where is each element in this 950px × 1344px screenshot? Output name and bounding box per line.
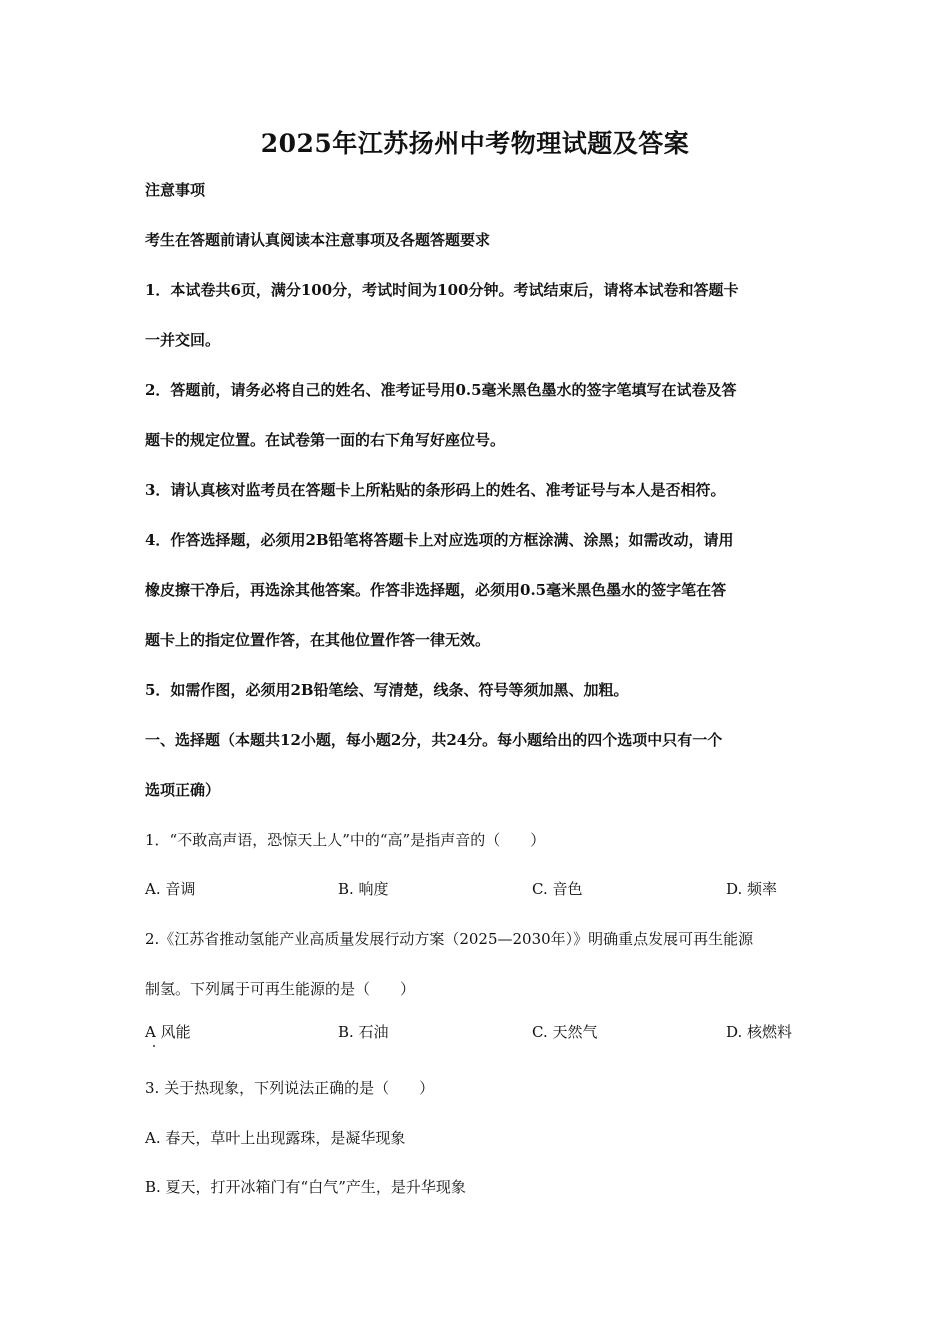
- question-2-option-a: A 风能: [145, 1023, 191, 1041]
- notice-intro: 考生在答题前请认真阅读本注意事项及各题答题要求: [145, 231, 491, 249]
- rule-line: 题卡的规定位置。在试卷第一面的右下角写好座位号。: [145, 431, 506, 449]
- section-heading: 选项正确）: [145, 781, 221, 799]
- question-3-stem: 3. 关于热现象，下列说法正确的是（ ）: [145, 1079, 435, 1097]
- question-2-stem: 2.《江苏省推动氢能产业高质量发展行动方案（2025—2030年）》明确重点发展可再生能源: [145, 930, 754, 948]
- question-1-stem: 1．“不敢高声语，恐惊天上人”中的“高”是指声音的（ ）: [145, 831, 546, 849]
- section-heading: 一、选择题（本题共12小题，每小题2分，共24分。每小题给出的四个选项中只有一个: [145, 731, 723, 749]
- question-1-option-d: D. 频率: [726, 880, 778, 898]
- question-3-option-a: A. 春天，草叶上出现露珠，是凝华现象: [145, 1129, 406, 1147]
- question-1-option-b: B. 响度: [338, 880, 389, 898]
- rule-line: 一并交回。: [145, 331, 221, 349]
- question-2-option-b: B. 石油: [338, 1023, 389, 1041]
- rule-line: 1．本试卷共6页，满分100分，考试时间为100分钟。考试结束后，请将本试卷和答题卡: [145, 281, 739, 299]
- question-2-stem: 制氢。下列属于可再生能源的是（ ）: [145, 980, 416, 998]
- notice-heading: 注意事项: [145, 181, 206, 199]
- dot-mark: [153, 1045, 155, 1047]
- rule-line: 3．请认真核对监考员在答题卡上所粘贴的条形码上的姓名、准考证号与本人是否相符。: [145, 481, 726, 499]
- question-1-option-c: C. 音色: [532, 880, 583, 898]
- rule-line: 题卡上的指定位置作答，在其他位置作答一律无效。: [145, 631, 491, 649]
- question-3-option-b: B. 夏天，打开冰箱门有“白气”产生，是升华现象: [145, 1178, 466, 1196]
- rule-line: 4．作答选择题，必须用2B铅笔将答题卡上对应选项的方框涂满、涂黑；如需改动，请用: [145, 531, 734, 549]
- page-title: 2025年江苏扬州中考物理试题及答案: [260, 129, 690, 158]
- rule-line: 橡皮擦干净后，再选涂其他答案。作答非选择题，必须用0.5毫米黑色墨水的签字笔在答: [145, 581, 727, 599]
- question-2-option-c: C. 天然气: [532, 1023, 598, 1041]
- question-1-option-a: A. 音调: [145, 880, 196, 898]
- question-2-option-d: D. 核燃料: [726, 1023, 793, 1041]
- rule-line: 5．如需作图，必须用2B铅笔绘、写清楚，线条、符号等须加黑、加粗。: [145, 681, 629, 699]
- rule-line: 2．答题前，请务必将自己的姓名、准考证号用0.5毫米黑色墨水的签字笔填写在试卷及答: [145, 381, 737, 399]
